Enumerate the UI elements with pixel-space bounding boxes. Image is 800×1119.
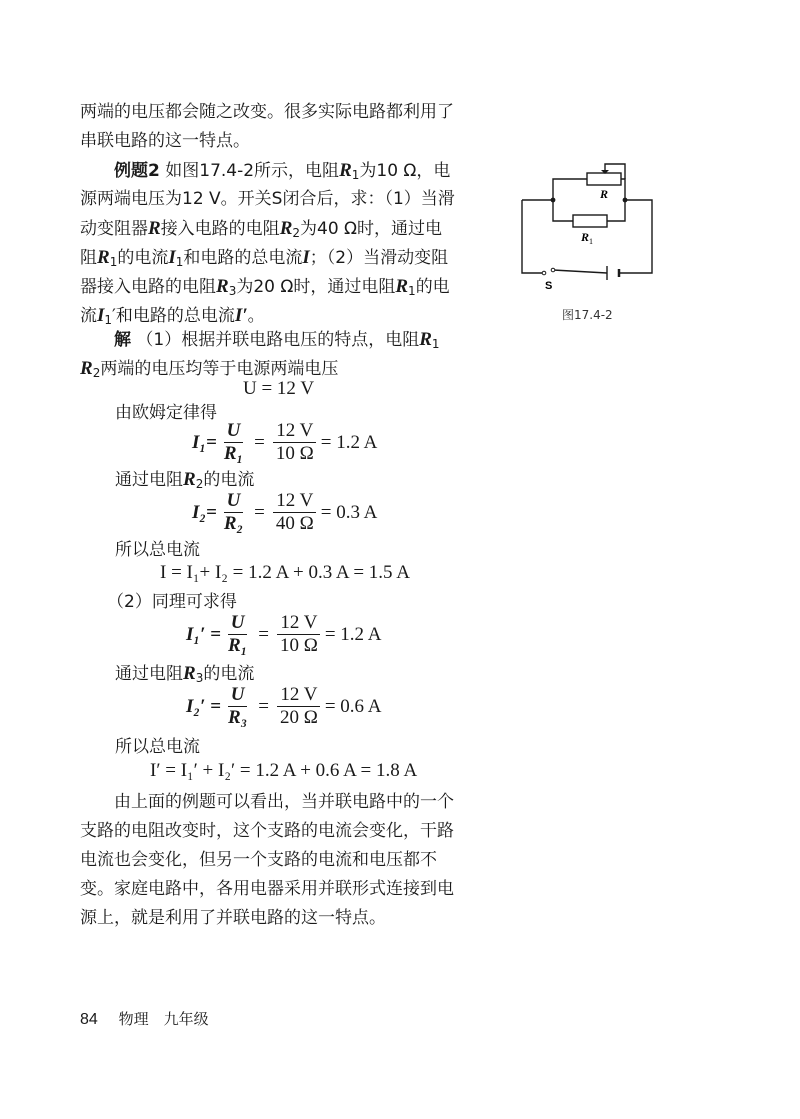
conclusion-line-4: 变。家庭电路中，各用电器采用并联形式连接到电 [80,879,454,899]
intro-line-2: 串联电路的这一特点。 [80,131,250,151]
circuit-diagram [515,158,660,293]
intro-paragraph [80,98,480,156]
example-line-1: 例题2 如图17.4-2所示，电阻$R_1$为10 Ω，电 [114,160,451,182]
r2-current-label: 通过电阻$R_2$的电流 [115,469,255,491]
equation-u: U = 12 V [243,378,315,399]
rheostat-slider [605,164,625,179]
example-line-5: 器接入电路的电阻$R_3$为20 Ω时，通过电阻$R_1$的电 [80,276,450,298]
book-title: 物理 九年级 [118,1010,209,1028]
switch-terminal [542,271,546,275]
equation-i2-prime: I₂′ = $\frac{U}{\text{R₃}}$ = $\frac{12 V}{20 \Omega}$ = 0.6 A [186,684,382,728]
page-footer [80,1008,209,1029]
example-paragraph [80,156,480,330]
solution-paragraph [80,325,480,383]
conclusion-line-1: 由上面的例题可以看出，当并联电路中的一个 [114,792,454,812]
solution-line-2: $R_2$两端的电压均等于电源两端电压 [80,358,339,380]
example-line-4: 阻$R_1$的电流$I_1$和电路的总电流I；（2）当滑动变阻 [80,247,449,269]
equation-i1-prime: I₁′ = $\frac{U}{\text{R₁}}$ = $\frac{12 V}{10 \Omega}$ = 1.2 A [186,612,382,656]
label-S: S [545,280,553,292]
conclusion-line-3: 电流也会变化，但另一个支路的电流和电压都不 [80,850,437,870]
figure-caption: 图17.4-2 [562,308,613,322]
label-R: R [600,187,609,201]
equation-i2: I₂= $\frac{U}{\text{R₂}}$ = $\frac{12 V}{40 \Omega}$ = 0.3 A [192,490,378,534]
ohm-law-label: 由欧姆定律得 [115,403,217,423]
intro-line-1: 两端的电压都会随之改变。很多实际电路都利用了 [80,102,454,122]
junction-right [623,198,628,203]
junction-left [551,198,556,203]
total-current-label-1: 所以总电流 [115,540,200,560]
conclusion-line-5: 源上，就是利用了并联电路的这一特点。 [80,908,386,928]
page-number: 84 [80,1011,98,1028]
equation-i1: I₁= $\frac{U}{\text{R₁}}$ = $\frac{12 V}{10 \Omega}$ = 1.2 A [192,420,378,464]
rheostat-R [587,173,621,185]
example-line-6: 流$I_1'$和电路的总电流I′。 [80,305,265,327]
conclusion-paragraph [80,788,485,933]
wire-left [522,200,543,273]
wire-bottom [553,270,607,273]
conclusion-line-2: 支路的电阻改变时，这个支路的电流会变化，干路 [80,821,454,841]
r3-current-label: 通过电阻$R_3$的电流 [115,663,255,685]
solution-line-1: 解 （1）根据并联电路电压的特点，电阻$R_1$ [114,329,440,351]
solution-label: 解 [114,330,131,350]
label-R1: R [581,230,590,244]
svg-text:1: 1 [589,237,593,246]
wire-right [619,200,652,273]
example-line-3: 动变阻器R接入电路的电阻$R_2$为40 Ω时，通过电 [80,218,443,240]
example-line-2: 源两端电压为12 V。开关S闭合后，求：（1）当滑 [80,189,455,209]
part-2-label: （2）同理可求得 [107,592,237,612]
total-current-label-2: 所以总电流 [115,737,200,757]
wire-upper-left [553,179,587,200]
example-label: 例题2 [114,161,160,181]
equation-total-2: I′ = I₁′ + I₂′ = 1.2 A + 0.6 A = 1.8 A [150,760,418,781]
resistor-R1 [573,215,607,227]
equation-total-1: I = I₁+ I₂ = 1.2 A + 0.3 A = 1.5 A [160,562,410,583]
switch-terminal [551,268,555,272]
